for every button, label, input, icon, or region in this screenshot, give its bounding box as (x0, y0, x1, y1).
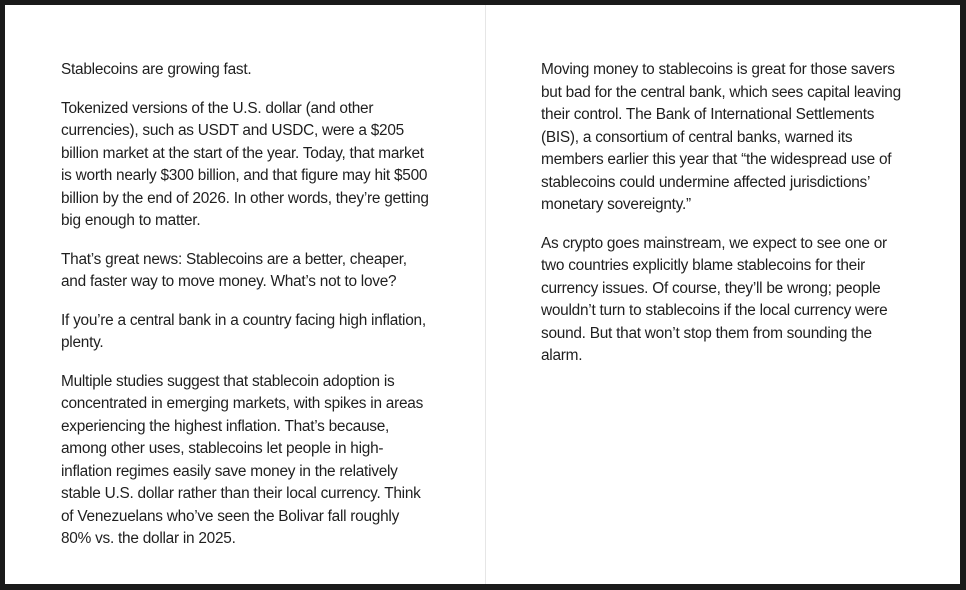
paragraph: Stablecoins are growing fast. (61, 61, 252, 78)
paragraph: Tokenized versions of the U.S. dollar (and other currencies), such as USDT and USDC, were a $205 billion market at the start of the year. Today, that market is worth nearly $300 billion, and that figure may hit $500 billion by the end of 2026. In other words, they’re getting big enough to matter. (61, 99, 429, 229)
paragraph: Multiple studies suggest that stablecoin adoption is concentrated in emerging markets, with spikes in areas experiencing the highest inflation. That’s because, among other uses, stablecoins let people in high-inflation regimes easily save money in the relatively stable U.S. dollar rather than their local currency. Think of Venezuelans who’ve seen the Bolivar fall roughly 80% vs. the dollar in 2025. (61, 372, 424, 547)
paragraph: Moving money to stablecoins is great for those savers but bad for the central bank, which sees capital leaving their control. The Bank of International Settlements (BIS), a consortium of central banks, warned its members earlier this year that “the widespread use of stablecoins could undermine affected jurisdictions’ monetary sovereignty.” (541, 61, 901, 213)
document-spread (5, 5, 960, 584)
page-gutter (485, 5, 486, 584)
paragraph: That’s great news: Stablecoins are a better, cheaper, and faster way to move money. What’s not to love? (61, 250, 407, 290)
left-page-column (61, 59, 433, 567)
right-page-column (541, 59, 913, 384)
paragraph: As crypto goes mainstream, we expect to see one or two countries explicitly blame stablecoins for their currency issues. Of course, they’ll be wrong; people wouldn’t turn to stablecoins if the local currency were sound. But that won’t stop them from sounding the alarm. (541, 234, 888, 364)
paragraph: If you’re a central bank in a country facing high inflation, plenty. (61, 311, 426, 351)
